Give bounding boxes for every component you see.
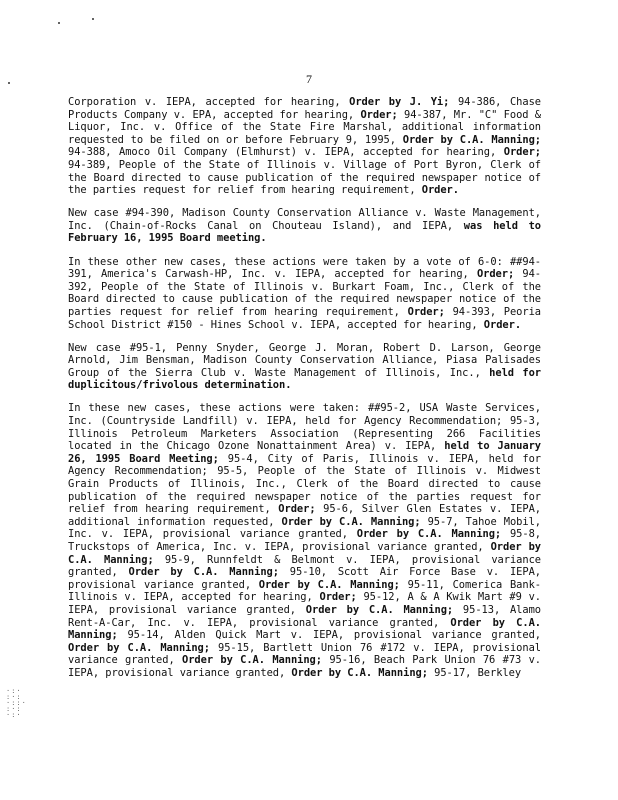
text-run: 95-7, Tahoe Mobil, Inc. v. IEPA, provisional variance granted, (68, 515, 541, 541)
text-run: Corporation v. IEPA, accepted for hearing, (68, 96, 350, 108)
order-text: Order by C.A. Manning; (182, 654, 322, 667)
order-text: Order by C.A. Manning; (281, 515, 421, 528)
text-run: 94-392, People of the State of Illinois v. Burkart Foam, Inc., Clerk of the Board directed to cause publication of the required newspaper notice of the parties request for relief from hearing requirement, (68, 268, 541, 318)
scan-margin-artifact: ·:· :·: ·::· :·: ·:· (6, 687, 27, 719)
text-run: New case #94-390, Madison County Conservation Alliance v. Waste Management, Inc. (Chain-of-Rocks Canal on Chouteau Island), and IEPA, (68, 207, 541, 232)
order-text: Order by C.A. Manning; (68, 616, 541, 642)
order-text: Order; (278, 503, 316, 516)
order-text: Order; (476, 268, 515, 281)
order-text: Order; (319, 591, 357, 604)
text-run: 94-389, People of the State of Illinois v. Village of Port Byron, Clerk of the Board directed to cause publication of the required newspaper notice of the parties request for relief from hearing requirement, (68, 158, 541, 197)
paragraph-2 (68, 207, 541, 245)
text-run: 94-388, Amoco Oil Company (Elmhurst) v. IEPA, accepted for hearing, (68, 146, 504, 159)
order-text: was held to February 16, 1995 Board meeting. (68, 219, 542, 245)
text-run: 95-16, Beach Park Union 76 #73 v. IEPA, provisional variance granted, (68, 654, 541, 679)
order-text: Order; (503, 146, 541, 159)
order-text: Order by C.A. Manning; (356, 528, 502, 541)
text-run: 94-386, Chase Products Company v. EPA, accepted for hearing, (68, 96, 541, 121)
paragraph-1 (68, 96, 541, 197)
text-run: 94-393, Peoria School District #150 - Hines School v. IEPA, accepted for hearing, (68, 305, 541, 331)
text-run: 95-11, Comerica Bank-Illinois v. IEPA, accepted for hearing, (68, 578, 542, 604)
text-run: In these other new cases, these actions were taken by a vote of 6-0: ##94-391, America's Carwash-HP, Inc. v. IEPA, accepted for hearing, (68, 255, 541, 281)
order-text: Order by C.A. Manning; (291, 666, 428, 679)
order-text: Order; (407, 305, 445, 318)
text-run: 95-14, Alden Quick Mart v. IEPA, provisional variance granted, (117, 629, 541, 642)
text-run: 95-4, City of Paris, Illinois v. IEPA, held for Agency Recommendation; 95-5, People of the State of Illinois v. Midwest Grain Products of Illinois, Inc., Clerk of the Board directed to cause publication of the required newspaper notice of the parties request for relief from hearing requirement, (68, 452, 542, 516)
text-run: 95-13, Alamo Rent-A-Car, Inc. v. IEPA, provisional variance granted, (68, 603, 541, 629)
text-run: 95-12, A & A Kwik Mart #9 v. IEPA, provisional variance granted, (68, 591, 542, 616)
order-text: Order by C.A. Manning; (128, 566, 279, 579)
page-number: 7 (306, 72, 312, 86)
order-text: Order by C.A. Manning; (402, 133, 542, 146)
order-text: held to January 26, 1995 Board Meeting; (68, 440, 541, 465)
order-text: Order by C.A. Manning; (305, 603, 454, 616)
text-run: In these new cases, these actions were taken: ##95-2, USA Waste Services, Inc. (Countryside Landfill) v. IEPA, held for Agency Recommendation; 95-3, Illinois Petroleum Marketers Association (Representing 266 Facilities located in the Chicago Ozone Nonattainment Area) v. IEPA, (68, 402, 541, 453)
order-text: Order by J. Yi; (349, 96, 450, 108)
text-run: 95-10, Scott Air Force Base v. IEPA, provisional variance granted, (68, 566, 541, 591)
order-text: Order. (421, 184, 459, 197)
paragraph-4 (68, 342, 541, 392)
text-run: 94-387, Mr. "C" Food & Liquor, Inc. v. Office of the State Fire Marshal, additional information requested to be filed on or before February 9, 1995, (68, 108, 542, 146)
paragraph-5 (68, 402, 541, 679)
text-run: 95-17, Berkley (427, 666, 522, 679)
text-run: 95-8, Truckstops of America, Inc. v. IEPA, provisional variance granted, (68, 528, 542, 553)
text-run: 95-9, Runnfeldt & Belmont v. IEPA, provisional variance granted, (68, 553, 541, 579)
order-text: Order by C.A. Manning; (258, 578, 400, 591)
order-text: Order. (483, 318, 522, 331)
order-text: Order; (360, 108, 398, 121)
text-run: 95-15, Bartlett Union 76 #172 v. IEPA, provisional variance granted, (68, 641, 541, 667)
paragraph-3 (68, 256, 541, 332)
scan-speck (58, 22, 60, 24)
document-body (68, 96, 541, 690)
order-text: Order by C.A. Manning; (68, 641, 210, 654)
text-run: New case #95-1, Penny Snyder, George J. Moran, Robert D. Larson, George Arnold, Jim Bensman, Madison County Conservation Alliance, Piasa Palisades Group of the Sierra Club v. Waste Management of Illinois, Inc., (68, 341, 541, 379)
scan-speck (92, 18, 94, 20)
order-text: held for duplicitous/frivolous determination. (68, 366, 541, 392)
order-text: Order by C.A. Manning; (68, 541, 541, 566)
text-run: 95-6, Silver Glen Estates v. IEPA, additional information requested, (68, 503, 541, 528)
